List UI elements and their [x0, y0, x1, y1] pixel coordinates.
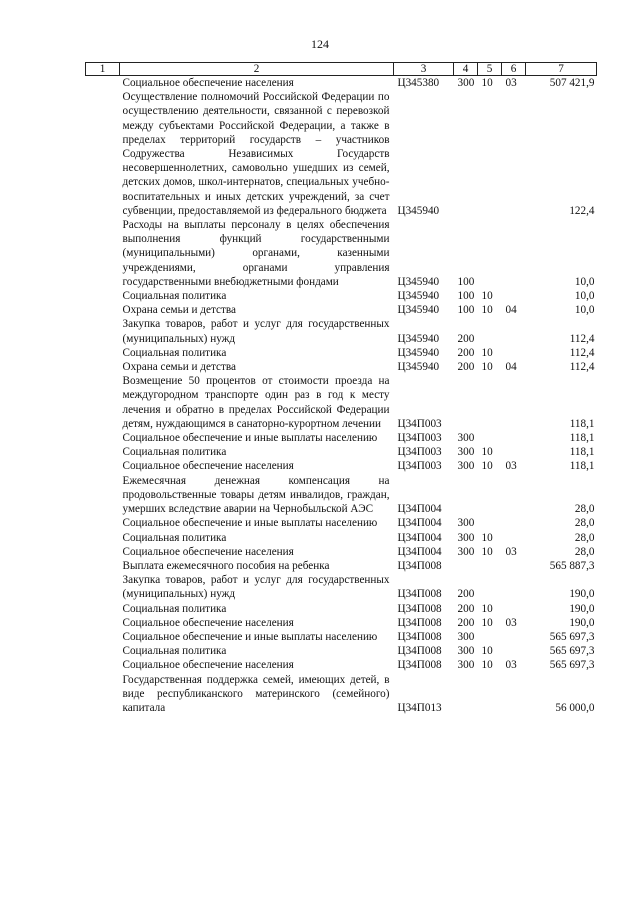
- amount-cell: 565 697,3: [549, 645, 595, 658]
- subsection-cell: [502, 630, 526, 644]
- target-code-cell: Ц34П003: [397, 460, 442, 473]
- target-code-cell: Ц34П003: [397, 432, 442, 445]
- table-row: [86, 616, 597, 630]
- amount-cell: 565 697,3: [549, 630, 595, 643]
- subsection-cell: [502, 431, 526, 445]
- table-row: [86, 459, 597, 473]
- expense-type-cell: 300: [457, 446, 475, 459]
- table-row: [86, 573, 597, 601]
- table-row: [86, 602, 597, 616]
- subsection-cell: [502, 573, 526, 601]
- row-number-cell: [86, 374, 120, 431]
- item-name-cell: Возмещение 50 процентов от стоимости проезда на междугородном транспорте один раз в год к месту лечения и обратно в пределах Российской Федерации детям, нуждающимся в санаторно-курортном лечении: [122, 375, 390, 430]
- amount-cell: 112,4: [569, 332, 595, 345]
- amount-cell: 190,0: [569, 588, 595, 601]
- expense-type-cell: [454, 474, 478, 517]
- header-col-3: 3: [394, 63, 454, 76]
- expense-type-cell: 300: [457, 630, 475, 643]
- section-cell: [478, 559, 502, 573]
- amount-cell: 28,0: [574, 545, 595, 558]
- subsection-cell: [502, 516, 526, 530]
- table-body: [86, 76, 597, 716]
- section-cell: [478, 218, 502, 289]
- target-code-cell: Ц34П008: [397, 616, 442, 629]
- item-name-cell: Охрана семьи и детства: [122, 361, 236, 374]
- item-name-cell: Социальное обеспечение населения: [122, 460, 294, 473]
- item-name-cell: Закупка товаров, работ и услуг для государственных (муниципальных) нужд: [122, 574, 390, 601]
- row-number-cell: [86, 289, 120, 303]
- item-name-cell: Социальное обеспечение и иные выплаты населению: [122, 432, 378, 445]
- subsection-cell: [502, 673, 526, 716]
- row-number-cell: [86, 459, 120, 473]
- row-number-cell: [86, 616, 120, 630]
- target-code-cell: Ц34П003: [397, 446, 442, 459]
- item-name-cell: Социальное обеспечение и иные выплаты населению: [122, 517, 378, 530]
- expense-type-cell: 300: [457, 645, 475, 658]
- row-number-cell: [86, 531, 120, 545]
- subsection-cell: [502, 644, 526, 658]
- table-row: [86, 218, 597, 289]
- amount-cell: 118,1: [569, 446, 595, 459]
- item-name-cell: Закупка товаров, работ и услуг для государственных (муниципальных) нужд: [122, 318, 390, 345]
- expense-type-cell: 300: [457, 432, 475, 445]
- item-name-cell: Социальная политика: [122, 602, 227, 615]
- expense-type-cell: [454, 374, 478, 431]
- amount-cell: 56 000,0: [555, 701, 595, 714]
- target-code-cell: Ц345940: [397, 332, 440, 345]
- target-code-cell: Ц34П004: [397, 517, 442, 530]
- amount-cell: 118,1: [569, 460, 595, 473]
- expense-type-cell: 300: [457, 659, 475, 672]
- item-name-cell: Расходы на выплаты персоналу в целях обеспечения выполнения функций государственными (муниципальными) органами, казенными учреждениями, органами управления государственными внебюджетными фондами: [122, 219, 390, 288]
- row-number-cell: [86, 545, 120, 559]
- section-cell: [478, 516, 502, 530]
- header-row: [86, 63, 597, 76]
- amount-cell: 507 421,9: [549, 77, 595, 89]
- table-row: [86, 431, 597, 445]
- subsection-cell: 03: [505, 460, 517, 473]
- section-cell: 10: [481, 545, 493, 558]
- section-cell: 10: [481, 602, 493, 615]
- expense-type-cell: 200: [457, 602, 475, 615]
- subsection-cell: [502, 90, 526, 218]
- subsection-cell: [502, 474, 526, 517]
- item-name-cell: Осуществление полномочий Российской Федерации по осуществлению деятельности, связанной с перевозкой между субъектами Российской Федерации, а также в пределах территорий государств – участников Содружества Независимых Государств несовершеннолетних, самовольно ушедших из семей, детских домов, школ-интернатов, специальных учебно-воспитательных и иных детских учреждений, за счет субвенции, предоставляемой из федерального бюджета: [122, 91, 390, 217]
- target-code-cell: Ц345940: [397, 361, 440, 374]
- subsection-cell: 03: [505, 659, 517, 672]
- amount-cell: 118,1: [569, 417, 595, 430]
- row-number-cell: [86, 658, 120, 672]
- section-cell: [478, 374, 502, 431]
- amount-cell: 112,4: [569, 346, 595, 359]
- row-number-cell: [86, 445, 120, 459]
- subsection-cell: 04: [505, 361, 517, 374]
- table-row: [86, 474, 597, 517]
- section-cell: 10: [481, 645, 493, 658]
- header-col-4: 4: [454, 63, 478, 76]
- expense-type-cell: 100: [457, 290, 475, 303]
- table-row: [86, 303, 597, 317]
- row-number-cell: [86, 516, 120, 530]
- target-code-cell: Ц34П013: [397, 701, 442, 714]
- table-row: [86, 658, 597, 672]
- table-row: [86, 360, 597, 374]
- item-name-cell: Социальная политика: [122, 645, 227, 658]
- target-code-cell: Ц345940: [397, 275, 440, 288]
- table-row: [86, 673, 597, 716]
- section-cell: [478, 573, 502, 601]
- header-col-7: 7: [526, 63, 597, 76]
- section-cell: 10: [481, 531, 493, 544]
- row-number-cell: [86, 602, 120, 616]
- row-number-cell: [86, 644, 120, 658]
- table-row: [86, 630, 597, 644]
- row-number-cell: [86, 559, 120, 573]
- expense-type-cell: [454, 673, 478, 716]
- expense-type-cell: 300: [457, 545, 475, 558]
- target-code-cell: Ц34П004: [397, 545, 442, 558]
- table-row: [86, 289, 597, 303]
- table-header: [86, 63, 597, 76]
- target-code-cell: Ц34П008: [397, 602, 442, 615]
- expense-type-cell: [454, 90, 478, 218]
- row-number-cell: [86, 303, 120, 317]
- row-number-cell: [86, 474, 120, 517]
- item-name-cell: Социальная политика: [122, 290, 227, 303]
- subsection-cell: [502, 346, 526, 360]
- section-cell: 10: [481, 77, 493, 89]
- expense-type-cell: 300: [457, 460, 475, 473]
- amount-cell: 190,0: [569, 602, 595, 615]
- amount-cell: 28,0: [574, 531, 595, 544]
- expense-type-cell: 100: [457, 304, 475, 317]
- section-cell: [478, 474, 502, 517]
- row-number-cell: [86, 630, 120, 644]
- expense-type-cell: 200: [457, 616, 475, 629]
- subsection-cell: 03: [505, 545, 517, 558]
- item-name-cell: Социальная политика: [122, 446, 227, 459]
- target-code-cell: Ц345940: [397, 304, 440, 317]
- table-row: [86, 531, 597, 545]
- row-number-cell: [86, 360, 120, 374]
- expense-type-cell: 300: [457, 77, 475, 89]
- item-name-cell: Социальное обеспечение населения: [122, 659, 294, 672]
- target-code-cell: Ц34П003: [397, 417, 442, 430]
- table-row: [86, 90, 597, 218]
- amount-cell: 10,0: [574, 290, 595, 303]
- expense-type-cell: 200: [457, 361, 475, 374]
- section-cell: 10: [481, 290, 493, 303]
- amount-cell: 10,0: [574, 275, 595, 288]
- amount-cell: 118,1: [569, 432, 595, 445]
- target-code-cell: Ц34П004: [397, 531, 442, 544]
- row-number-cell: [86, 90, 120, 218]
- target-code-cell: Ц345940: [397, 346, 440, 359]
- expense-type-cell: 200: [457, 588, 475, 601]
- section-cell: 10: [481, 446, 493, 459]
- amount-cell: 190,0: [569, 616, 595, 629]
- section-cell: 10: [481, 659, 493, 672]
- header-col-6: 6: [502, 63, 526, 76]
- amount-cell: 28,0: [574, 503, 595, 516]
- expense-type-cell: 100: [457, 275, 475, 288]
- item-name-cell: Охрана семьи и детства: [122, 304, 236, 317]
- table-row: [86, 374, 597, 431]
- subsection-cell: [502, 531, 526, 545]
- table-row: [86, 445, 597, 459]
- subsection-cell: [502, 602, 526, 616]
- expense-type-cell: 300: [457, 517, 475, 530]
- amount-cell: 565 697,3: [549, 659, 595, 672]
- section-cell: [478, 317, 502, 345]
- expense-type-cell: [454, 559, 478, 573]
- section-cell: 10: [481, 304, 493, 317]
- section-cell: 10: [481, 346, 493, 359]
- header-col-2: 2: [120, 63, 394, 76]
- subsection-cell: [502, 374, 526, 431]
- page-number: 124: [311, 37, 329, 51]
- item-name-cell: Государственная поддержка семей, имеющих детей, в виде республиканского материнского (семейного) капитала: [122, 673, 390, 714]
- item-name-cell: Социальная политика: [122, 346, 227, 359]
- target-code-cell: Ц34П004: [397, 503, 442, 516]
- target-code-cell: Ц34П008: [397, 645, 442, 658]
- table-row: [86, 317, 597, 345]
- target-code-cell: Ц345940: [397, 204, 440, 217]
- target-code-cell: Ц345380: [397, 77, 440, 89]
- subsection-cell: [502, 289, 526, 303]
- item-name-cell: Выплата ежемесячного пособия на ребенка: [122, 559, 330, 572]
- amount-cell: 28,0: [574, 517, 595, 530]
- row-number-cell: [86, 317, 120, 345]
- subsection-cell: [502, 559, 526, 573]
- item-name-cell: Социальное обеспечение населения: [122, 545, 294, 558]
- subsection-cell: 04: [505, 304, 517, 317]
- table-row: [86, 346, 597, 360]
- expense-type-cell: 200: [457, 332, 475, 345]
- section-cell: [478, 673, 502, 716]
- table-row: [86, 516, 597, 530]
- subsection-cell: [502, 317, 526, 345]
- row-number-cell: [86, 431, 120, 445]
- section-cell: 10: [481, 616, 493, 629]
- row-number-cell: [86, 673, 120, 716]
- row-number-cell: [86, 346, 120, 360]
- section-cell: [478, 431, 502, 445]
- expense-type-cell: 300: [457, 531, 475, 544]
- row-number-cell: [86, 218, 120, 289]
- table-row: [86, 76, 597, 91]
- section-cell: [478, 90, 502, 218]
- row-number-cell: [86, 76, 120, 91]
- target-code-cell: Ц34П008: [397, 630, 442, 643]
- subsection-cell: 03: [505, 77, 517, 89]
- row-number-cell: [86, 573, 120, 601]
- section-cell: 10: [481, 460, 493, 473]
- target-code-cell: Ц34П008: [397, 588, 442, 601]
- header-col-1: 1: [86, 63, 120, 76]
- amount-cell: 565 887,3: [549, 559, 595, 572]
- table-row: [86, 559, 597, 573]
- section-cell: 10: [481, 361, 493, 374]
- header-col-5: 5: [478, 63, 502, 76]
- item-name-cell: Социальное обеспечение населения: [122, 77, 294, 89]
- target-code-cell: Ц34П008: [397, 659, 442, 672]
- item-name-cell: Социальное обеспечение населения: [122, 616, 294, 629]
- amount-cell: 122,4: [569, 204, 595, 217]
- item-name-cell: Социальное обеспечение и иные выплаты населению: [122, 630, 378, 643]
- table-row: [86, 545, 597, 559]
- budget-table: [85, 62, 597, 715]
- table-row: [86, 644, 597, 658]
- item-name-cell: Социальная политика: [122, 531, 227, 544]
- amount-cell: 112,4: [569, 361, 595, 374]
- subsection-cell: 03: [505, 616, 517, 629]
- target-code-cell: Ц345940: [397, 290, 440, 303]
- expense-type-cell: 200: [457, 346, 475, 359]
- subsection-cell: [502, 445, 526, 459]
- subsection-cell: [502, 218, 526, 289]
- item-name-cell: Ежемесячная денежная компенсация на продовольственные товары детям инвалидов, граждан, умерших вследствие аварии на Чернобыльской АЭС: [122, 474, 390, 516]
- target-code-cell: Ц34П008: [397, 559, 442, 572]
- section-cell: [478, 630, 502, 644]
- amount-cell: 10,0: [574, 304, 595, 317]
